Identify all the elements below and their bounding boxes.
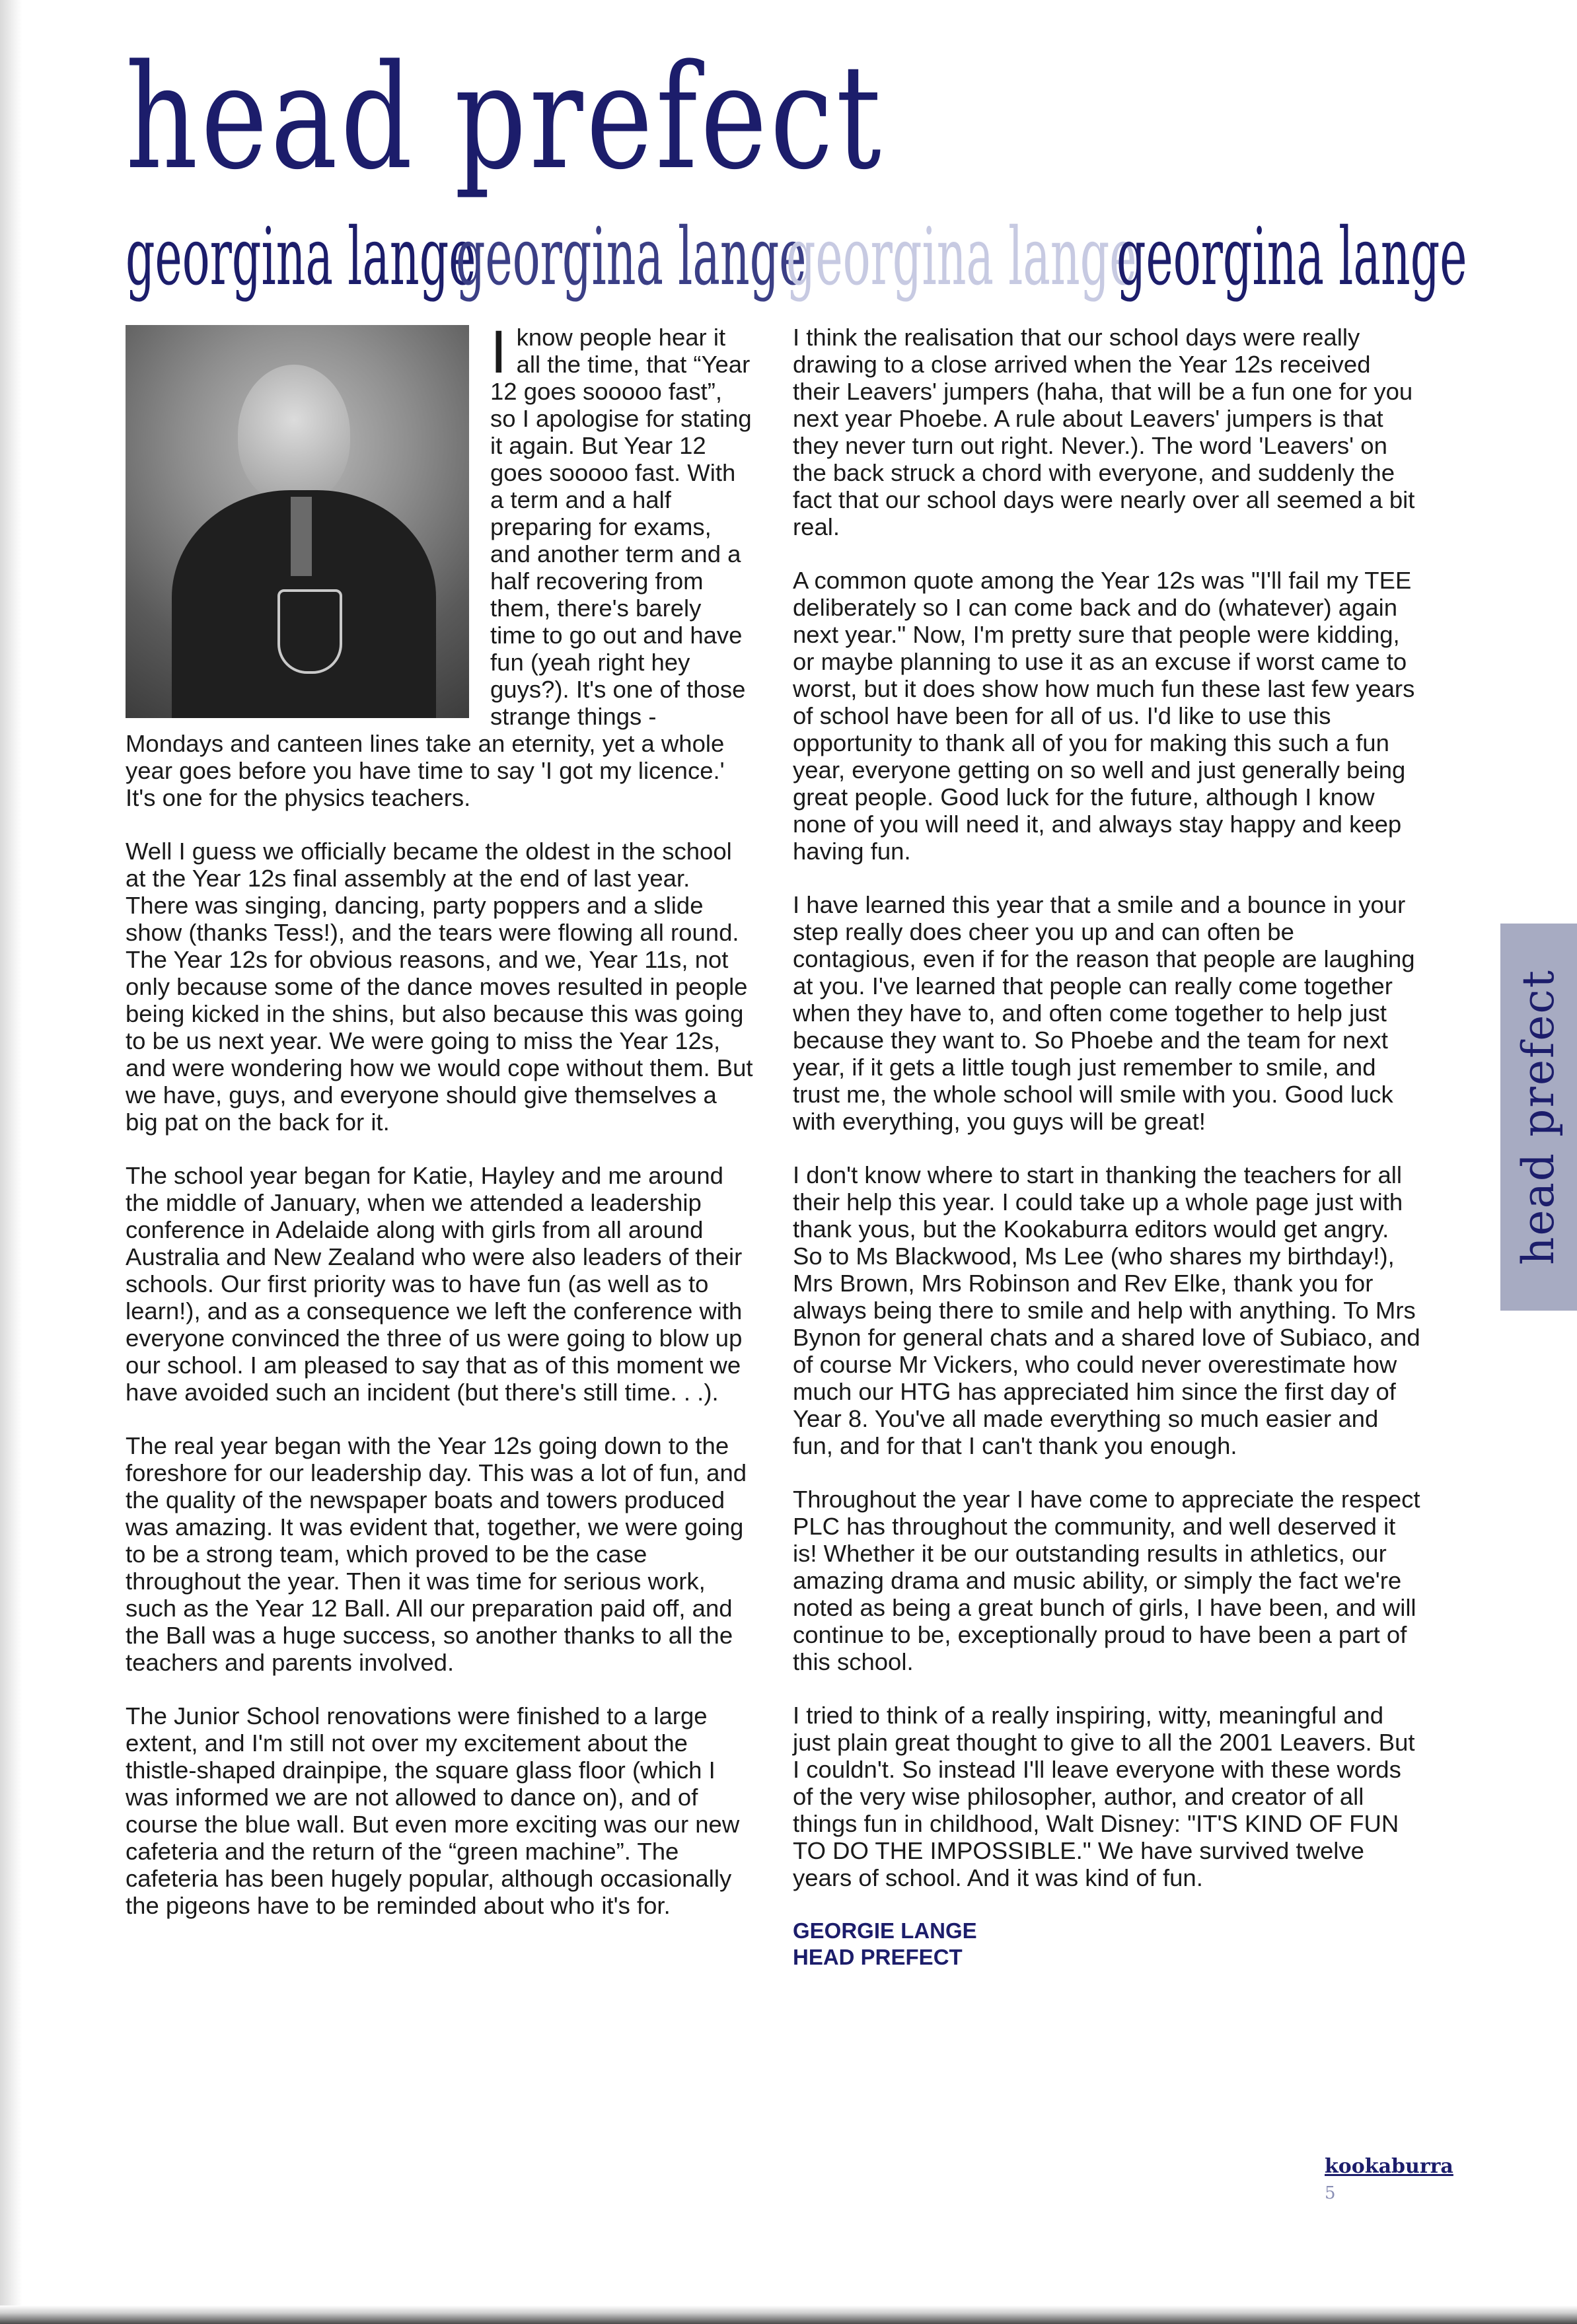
- article-paragraph: I think the realisation that our school days were really drawing to a close arrived when the Year 12s received their Leavers' jumpers (haha, that will be a fun one for you next year Phoebe. A rule about Leavers' jumpers is that they never turn out right. Never.). The word 'Leavers' on the back struck a chord with everyone, and suddenly the fact that our school days were nearly over all seemed a bit real.: [793, 324, 1415, 540]
- page-number: 5: [1325, 2183, 1336, 2203]
- article-paragraph: I tried to think of a really inspiring, witty, meaningful and just plain great thought to give to all the 2001 Leavers. But I couldn't. So instead I'll leave everyone with these words of the very wise philosopher, author, and creator of all things fun in childhood, Walt Disney: "IT'S KIND OF FUN TO DO THE IMPOSSIBLE." We have survived twelve years of school. And it was kind of fun.: [793, 1702, 1415, 1891]
- name-repeat: georgina lange: [1117, 211, 1467, 303]
- signature-name: GEORGIE LANGE: [793, 1918, 977, 1943]
- article-paragraph: A common quote among the Year 12s was "I'll fail my TEE deliberately so I can come back and do (whatever) again next year." Now, I'm pretty sure that people were kidding, or maybe planning to use it as an excuse if worst came to worst, but it does show how much fun these last few years of school have been for all of us. I'd like to use this opportunity to thank all of you for making this such a fun year, everyone getting on so well and just generally being great people. Good luck for the future, although I know none of you will need it, and always stay happy and keep having fun.: [793, 567, 1415, 865]
- name-repeat: georgina lange: [126, 211, 476, 303]
- article-paragraph: The school year began for Katie, Hayley and me around the middle of January, when we attended a leadership conference in Adelaide along with girls from all around Australia and New Zealand who were also leaders of their schools. Our first priority was to have fun (as well as to learn!), and as a consequence we left the conference with everyone convinced the three of us were going to blow up our school. I am pleased to say that as of this moment we have avoided such an incident (but there's still time. . .).: [126, 1162, 743, 1406]
- name-repeat: georgina lange: [456, 211, 807, 303]
- photo-spacer: [126, 324, 476, 720]
- page-title: head prefect: [126, 34, 885, 201]
- article-paragraph: The Junior School renovations were finished to a large extent, and I'm still not over my excitement about the thistle-shaped drainpipe, the square glass floor (which I was informed we are not allowed to dance on), and of course the blue wall. But even more exciting was our new cafeteria and the return of the “green machine”. The cafeteria has been hugely popular, although occasionally the pigeons have to be reminded about who it's for.: [126, 1702, 740, 1919]
- left-column: [126, 318, 753, 1945]
- article-paragraph: I don't know where to start in thanking the teachers for all their help this year. I could take up a whole page just with thank yous, but the Kookaburra editors would get angry. So to Ms Blackwood, Ms Lee (who shares my birthday!), Mrs Brown, Mrs Robinson and Rev Elke, thank you for always being there to smile and help with anything. To Mrs Bynon for general chats and a shared love of Subiaco, and of course Mr Vickers, who could never overestimate how much our HTG has appreciated him since the first day of Year 8. You've all made everything so much easier and fun, and for that I can't thank you enough.: [793, 1161, 1420, 1459]
- intro-text: know people hear it all the time, that “Year 12 goes sooooo fast”, so I apologise for stating it again. But Year 12 goes sooooo fast. With a term and a half preparing for exams, and another term and a half recovering from them, there's barely time to go out and have fun (yeah right hey guys?). It's one of those strange things - Mondays and canteen lines take an eternity, yet a whole year goes before you have time to say 'I got my licence.' It's one for the physics teachers.: [126, 324, 752, 811]
- article-paragraph: I have learned this year that a smile and a bounce in your step really does cheer you up and can often be contagious, even if for the reason that people are laughing at you. I've learned that people can really come together when they have to, and often come together to help just because they want to. So Phoebe and the team for next year, if it gets a little tough just remember to smile, and trust me, the whole school will smile with you. Good luck with everything, you guys will be great!: [793, 891, 1415, 1135]
- section-side-tab: [1500, 924, 1577, 1311]
- side-tab-label: head prefect: [1513, 969, 1564, 1265]
- signature-role: HEAD PREFECT: [793, 1945, 963, 1969]
- page-edge-shadow: [0, 0, 22, 2324]
- page-bottom-edge: [0, 2306, 1577, 2324]
- name-banner: [126, 211, 1467, 317]
- article-paragraph: Well I guess we officially became the oldest in the school at the Year 12s final assembly at the end of last year. There was singing, dancing, party poppers and a slide show (thanks Tess!), and the tears were flowing all round. The Year 12s for obvious reasons, and we, Year 11s, not only because some of the dance moves resulted in people being kicked in the shins, but also because this was going to be us next year. We were going to miss the Year 12s, and were wondering how we would cope without them. But we have, guys, and everyone should give themselves a big pat on the back for it.: [126, 838, 753, 1136]
- article-paragraph: The real year began with the Year 12s going down to the foreshore for our leadership day. This was a lot of fun, and the quality of the newspaper boats and towers produced was amazing. It was evident that, together, we were going to be a strong team, which proved to be the case throughout the year. Then it was time for serious work, such as the Year 12 Ball. All our preparation paid off, and the Ball was a huge success, so another thanks to all the teachers and parents involved.: [126, 1432, 747, 1676]
- drop-cap: I: [490, 318, 507, 386]
- right-column: [793, 324, 1424, 1971]
- magazine-name: kookaburra: [1325, 2155, 1453, 2178]
- article-paragraph: Throughout the year I have come to appreciate the respect PLC has throughout the community, and well deserved it is! Whether it be our outstanding results in athletics, our amazing drama and music ability, or simply the fact we're noted as being a great bunch of girls, I have been, and will continue to be, exceptionally proud to have been a part of this school.: [793, 1486, 1420, 1675]
- intro-paragraph: [126, 318, 753, 811]
- name-repeat: georgina lange: [786, 211, 1137, 303]
